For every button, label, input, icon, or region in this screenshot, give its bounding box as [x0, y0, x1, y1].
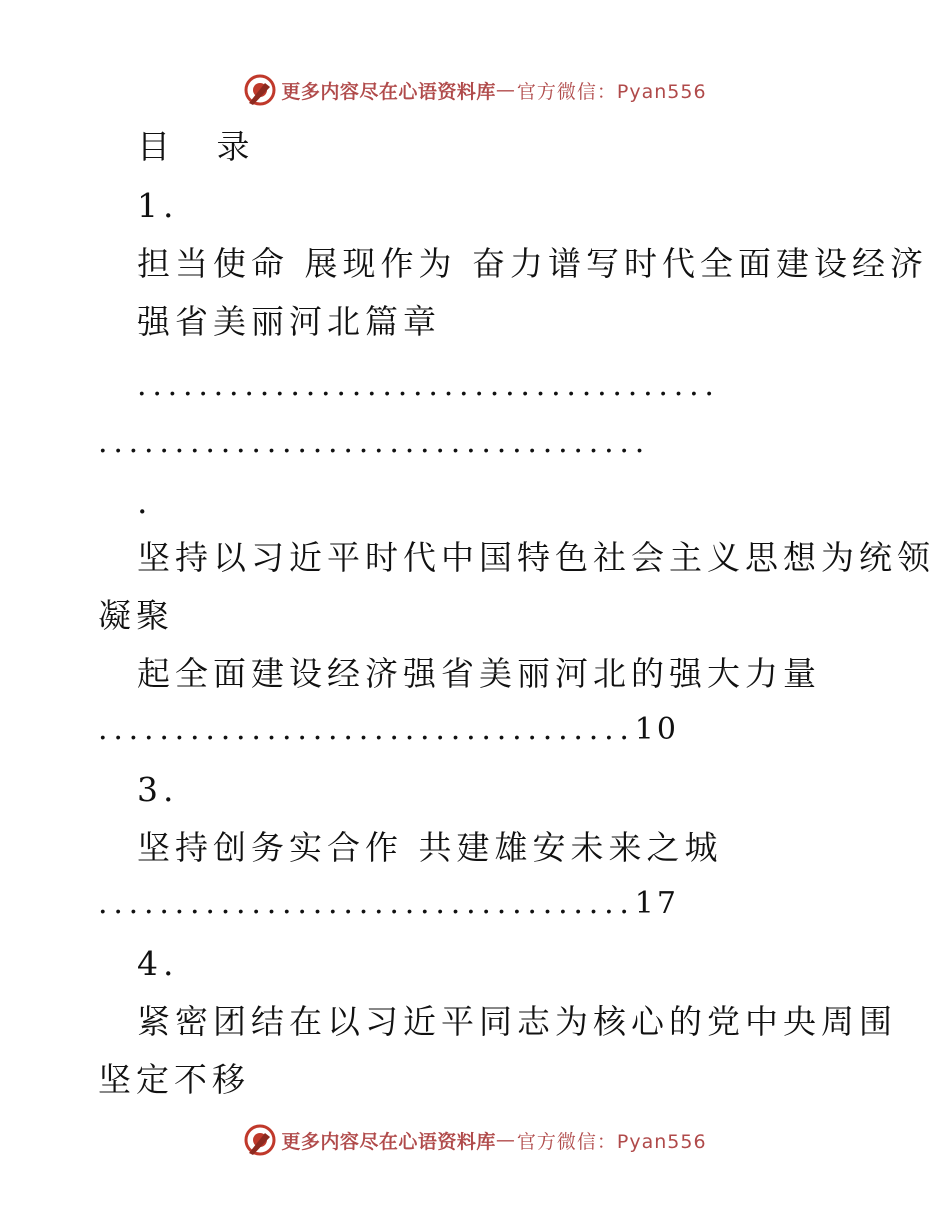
footer-banner [0, 1118, 950, 1162]
toc-heading: 目 录 [137, 127, 268, 166]
header-banner [0, 68, 950, 112]
banner-title: 更多内容尽在心语资料库 [281, 1130, 496, 1153]
toc-entry-1-leader-line-2: .................................... [98, 425, 651, 460]
banner-title: 更多内容尽在心语资料库 [281, 80, 496, 103]
toc-entry-4-title-line-1: 紧密团结在以习近平同志为核心的党中央周围 [137, 1002, 897, 1041]
toc-entry-2-page: 10 [634, 712, 679, 747]
toc-entry-2-title-line-3: 起全面建设经济强省美丽河北的强大力量 [137, 654, 821, 693]
toc-entry-3-title-line-1: 坚持创务实合作 共建雄安未来之城 [137, 828, 723, 867]
toc-entry-1-title-line-2: 强省美丽河北篇章 [137, 302, 441, 341]
toc-entry-2-number: . [137, 482, 153, 521]
toc-entry-3-leader-dots: ................................... [98, 886, 635, 921]
toc-entry-3-leader [98, 886, 679, 922]
toc-entry-2-leader-dots: ................................... [98, 712, 635, 747]
toc-entry-2-title-line-2: 凝聚 [98, 596, 174, 635]
toc-entry-3-number: 3. [137, 770, 179, 809]
toc-entry-1-leader-line-1: ...................................... [137, 368, 720, 403]
banner-dash: — [495, 79, 515, 101]
banner-wechat: 官方微信：Pyan556 [516, 80, 707, 103]
toc-entry-2-title-line-1: 坚持以习近平时代中国特色社会主义思想为统领 [137, 538, 935, 577]
pen-logo-icon [243, 73, 277, 107]
pen-logo-icon [243, 1123, 277, 1157]
banner-dash: — [495, 1129, 515, 1151]
toc-entry-1-number: 1. [137, 186, 179, 225]
toc-entry-4-title-line-2: 坚定不移 [98, 1060, 250, 1099]
toc-entry-2-leader [98, 712, 679, 748]
toc-entry-4-number: 4. [137, 944, 179, 983]
toc-entry-1-title-line-1: 担当使命 展现作为 奋力谱写时代全面建设经济 [137, 244, 928, 283]
banner-wechat: 官方微信：Pyan556 [516, 1130, 707, 1153]
toc-entry-3-page: 17 [634, 886, 679, 921]
